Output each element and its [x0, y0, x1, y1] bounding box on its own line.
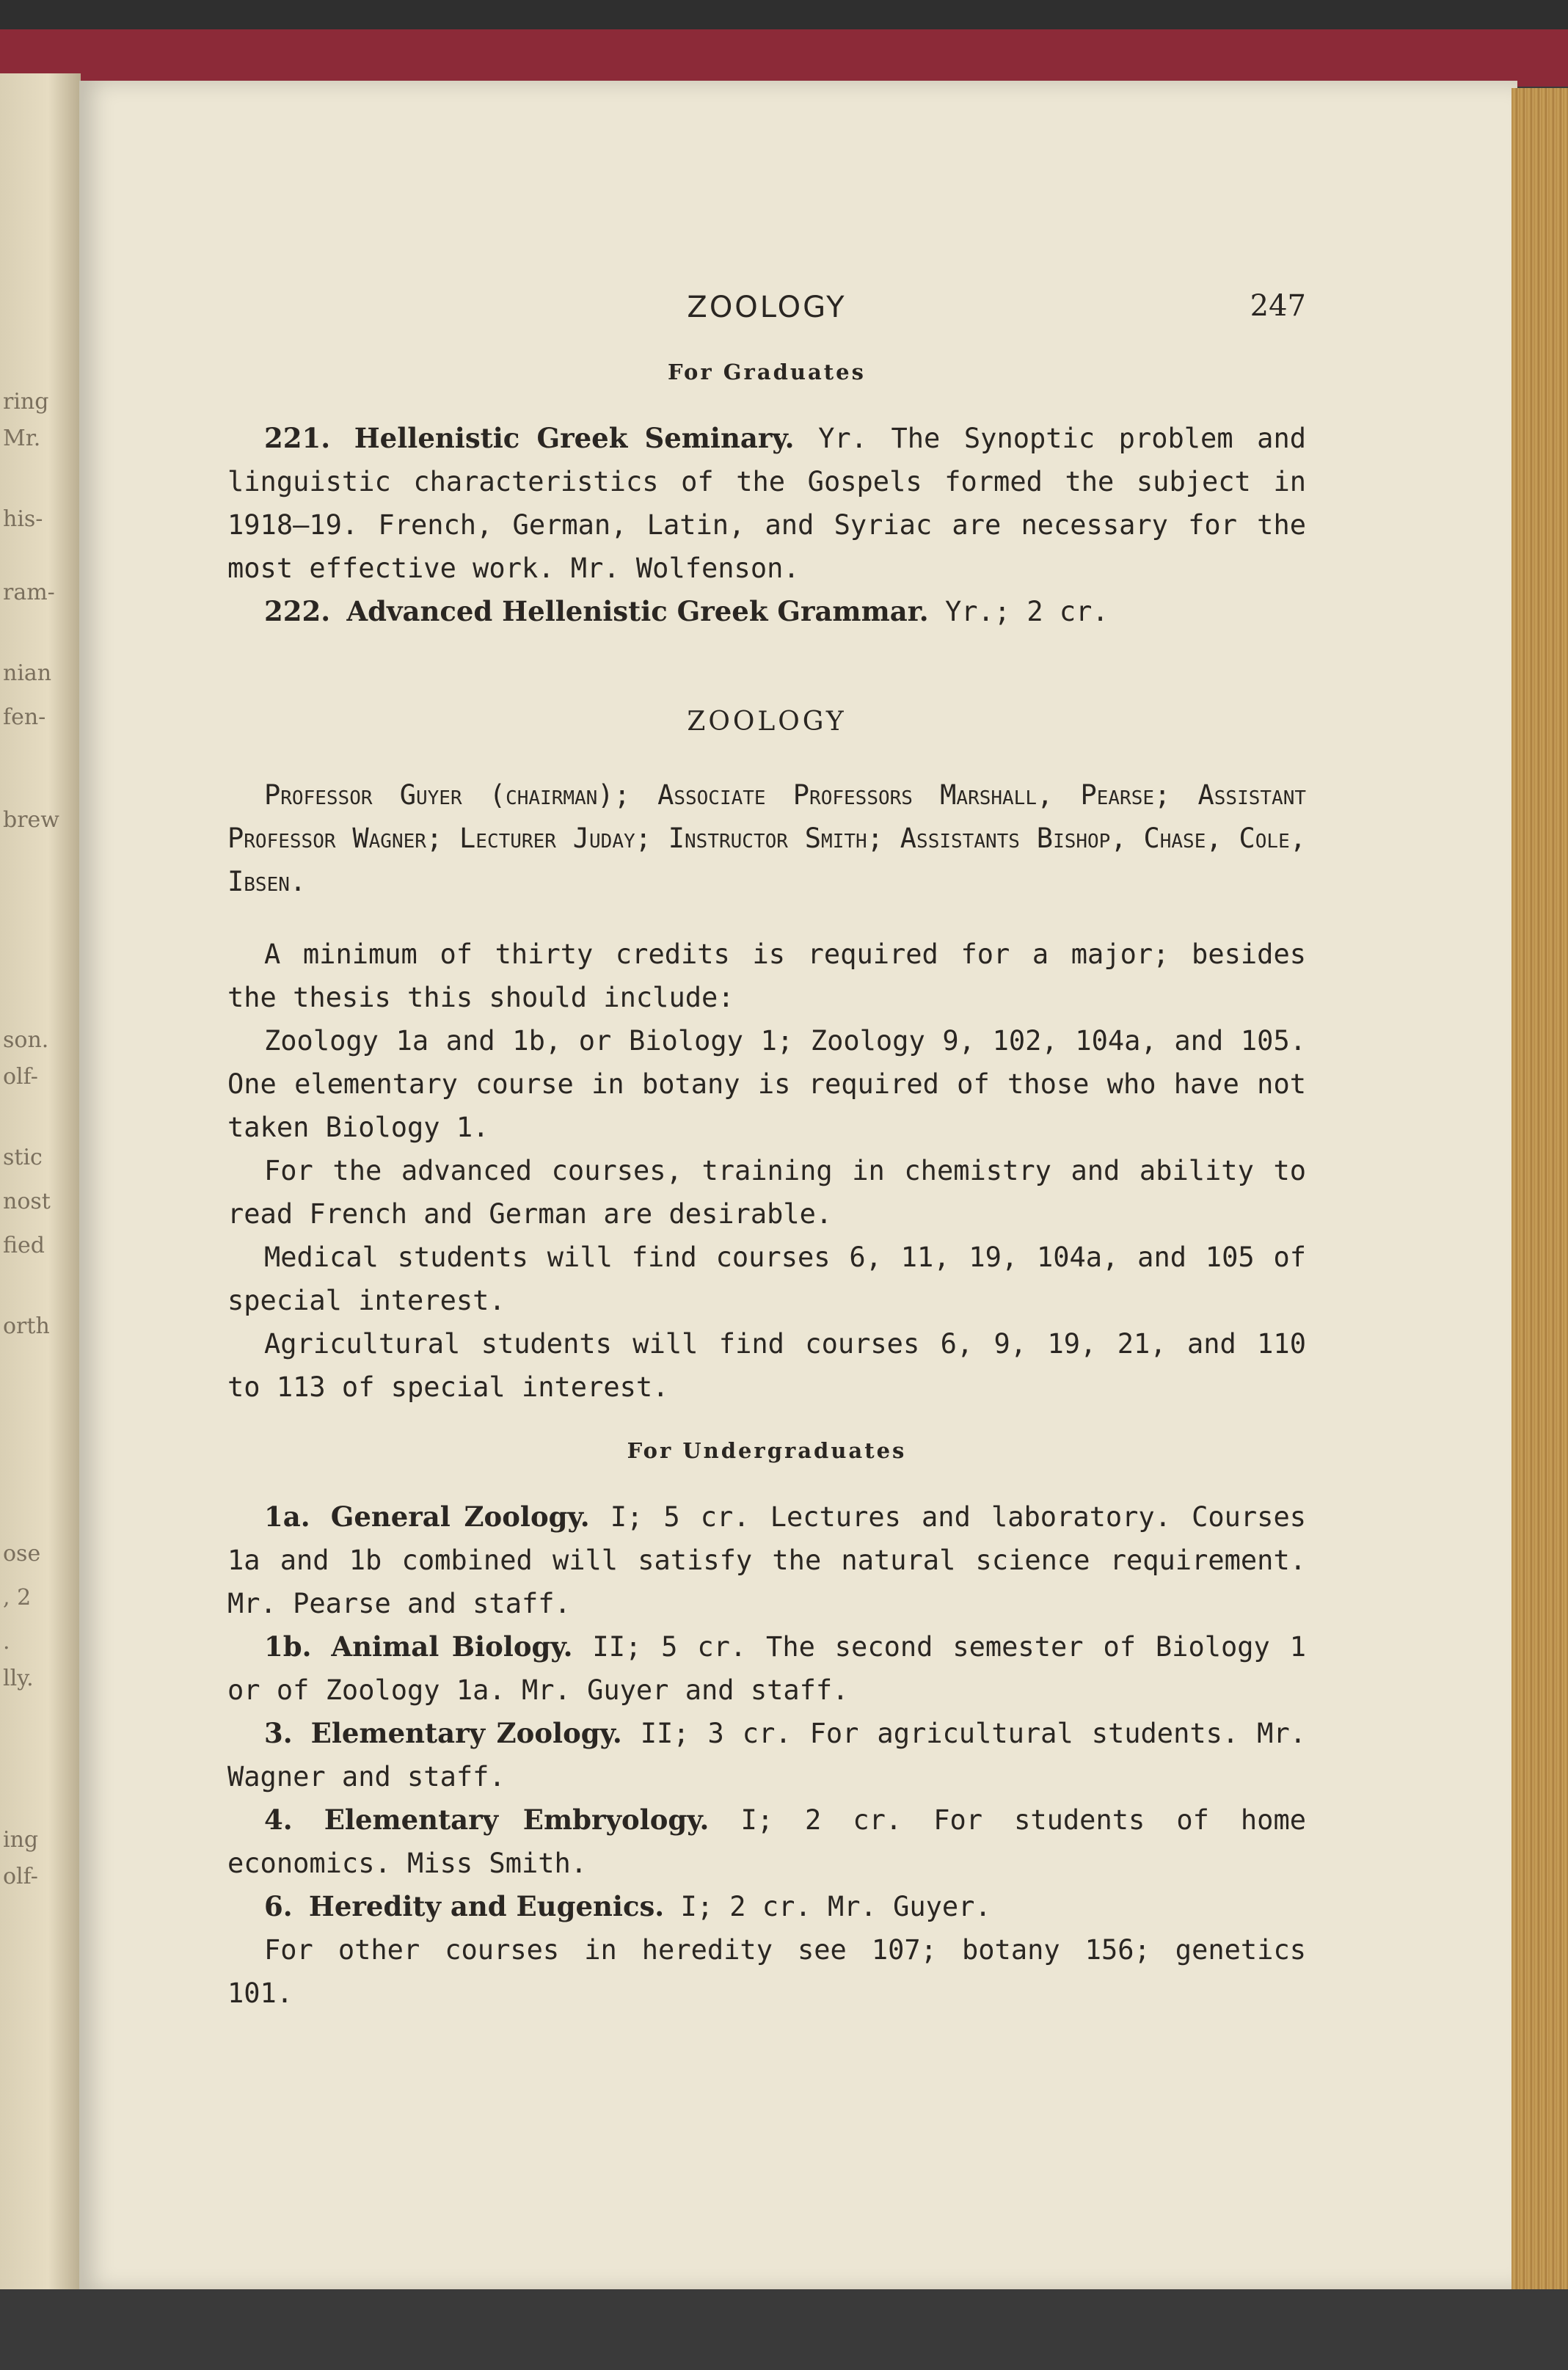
facing-page-fragment: fied: [3, 1233, 45, 1258]
undergraduate-note: For other courses in heredity see 107; botany 156; genetics 101.: [227, 1934, 1306, 2009]
course-description: Yr.; 2 cr.: [944, 596, 1109, 627]
department-paragraph: Zoology 1a and 1b, or Biology 1; Zoology 9, 102, 104a, and 105. One elementary course in botany is required of those who have not taken Biology 1.: [227, 1025, 1306, 1143]
facing-page-edge: [0, 73, 81, 2348]
running-head: [227, 279, 1306, 330]
course-description: Yr. The Synoptic problem and linguistic characteristics of the Gospels formed the subject in 1918–19. French, German, Latin, and Syriac are necessary for the most effective work. Mr. Wolfenson.: [227, 423, 1307, 584]
book-cover-edge: [0, 29, 1568, 87]
course-description: I; 5 cr. Lectures and laboratory. Courses 1a and 1b combined will satisfy the natural science requirement. Mr. Pearse and staff.: [227, 1501, 1307, 1619]
running-head-title: ZOOLOGY: [687, 291, 847, 324]
course-number: 222.: [264, 595, 331, 627]
facing-page-fragment: olf-: [3, 1864, 38, 1889]
course-title: Heredity and Eugenics.: [308, 1890, 665, 1922]
facing-page-fragment: son.: [3, 1027, 49, 1053]
page-number: 247: [1250, 289, 1306, 323]
course-title: Advanced Hellenistic Greek Grammar.: [346, 595, 929, 627]
facing-page-fragment: nian: [3, 660, 52, 686]
department-paragraph: Agricultural students will find courses 6, 9, 19, 21, and 110 to 113 of special interest.: [227, 1328, 1306, 1403]
course-number: 1b.: [264, 1630, 312, 1663]
facing-page-fragment: his-: [3, 506, 43, 532]
spacer: [227, 903, 1306, 933]
course-title: Hellenistic Greek Seminary.: [354, 422, 795, 454]
facing-page-fragment: ram-: [3, 580, 55, 605]
course-entry: [227, 1798, 1306, 1885]
course-description: I; 2 cr. Mr. Guyer.: [680, 1891, 991, 1922]
facing-page-fragment: lly.: [3, 1666, 34, 1691]
department-paragraph: For the advanced courses, training in chemistry and ability to read French and German are desirable.: [227, 1155, 1306, 1230]
department-paragraph: A minimum of thirty credits is required for a major; besides the thesis this should include:: [227, 938, 1306, 1013]
facing-page-fragment: fen-: [3, 704, 46, 730]
facing-page-fragment: ring: [3, 389, 49, 415]
course-number: 221.: [264, 422, 331, 454]
course-number: 6.: [264, 1890, 293, 1922]
facing-page-fragment: stic: [3, 1145, 43, 1170]
facing-page-fragment: ose: [3, 1541, 41, 1567]
department-heading: ZOOLOGY: [687, 707, 847, 737]
course-description: II; 3 cr. For agricultural students. Mr. Wagner and staff.: [227, 1718, 1306, 1793]
course-title: General Zoology.: [330, 1501, 590, 1533]
facing-page-fragment: .: [3, 1629, 10, 1655]
scanner-background-bottom: [0, 2289, 1568, 2370]
course-entry: [227, 1712, 1306, 1798]
course-number: 4.: [264, 1804, 293, 1836]
section-heading-graduates: For Graduates: [668, 360, 866, 384]
course-entry: [227, 417, 1306, 590]
facing-page-fragment: , 2: [3, 1585, 32, 1611]
facing-page-fragment: nost: [3, 1189, 51, 1214]
page-edges: [1512, 88, 1568, 2289]
department-paragraph: Medical students will find courses 6, 11, 19, 104a, and 105 of special interest.: [227, 1241, 1306, 1316]
page-content: [227, 279, 1306, 2015]
course-title: Animal Biology.: [331, 1630, 573, 1663]
facing-page-fragment: orth: [3, 1313, 50, 1339]
course-number: 1a.: [264, 1501, 310, 1533]
facing-page-fragment: olf-: [3, 1064, 38, 1090]
section-heading-undergraduates: For Undergraduates: [627, 1438, 907, 1463]
course-number: 3.: [264, 1717, 293, 1749]
faculty-list: Professor Guyer (chairman); Associate Professors Marshall, Pearse; Assistant Professor Wagner; Lecturer Juday; Instructor Smith; Assistants Bishop, Chase, Cole, Ibsen.: [227, 779, 1306, 897]
course-entry: [227, 1885, 1306, 1928]
course-title: Elementary Zoology.: [310, 1717, 622, 1749]
course-entry: [227, 590, 1306, 633]
facing-page-fragment: ing: [3, 1827, 39, 1853]
facing-page-fragment: brew: [3, 807, 59, 833]
course-title: Elementary Embryology.: [324, 1804, 710, 1836]
facing-page-fragment: Mr.: [3, 426, 41, 451]
course-entry: [227, 1495, 1306, 1625]
course-description: II; 5 cr. The second semester of Biology 1 or of Zoology 1a. Mr. Guyer and staff.: [227, 1631, 1306, 1706]
course-entry: [227, 1625, 1306, 1712]
course-description: I; 2 cr. For students of home economics. Miss Smith.: [227, 1804, 1307, 1879]
